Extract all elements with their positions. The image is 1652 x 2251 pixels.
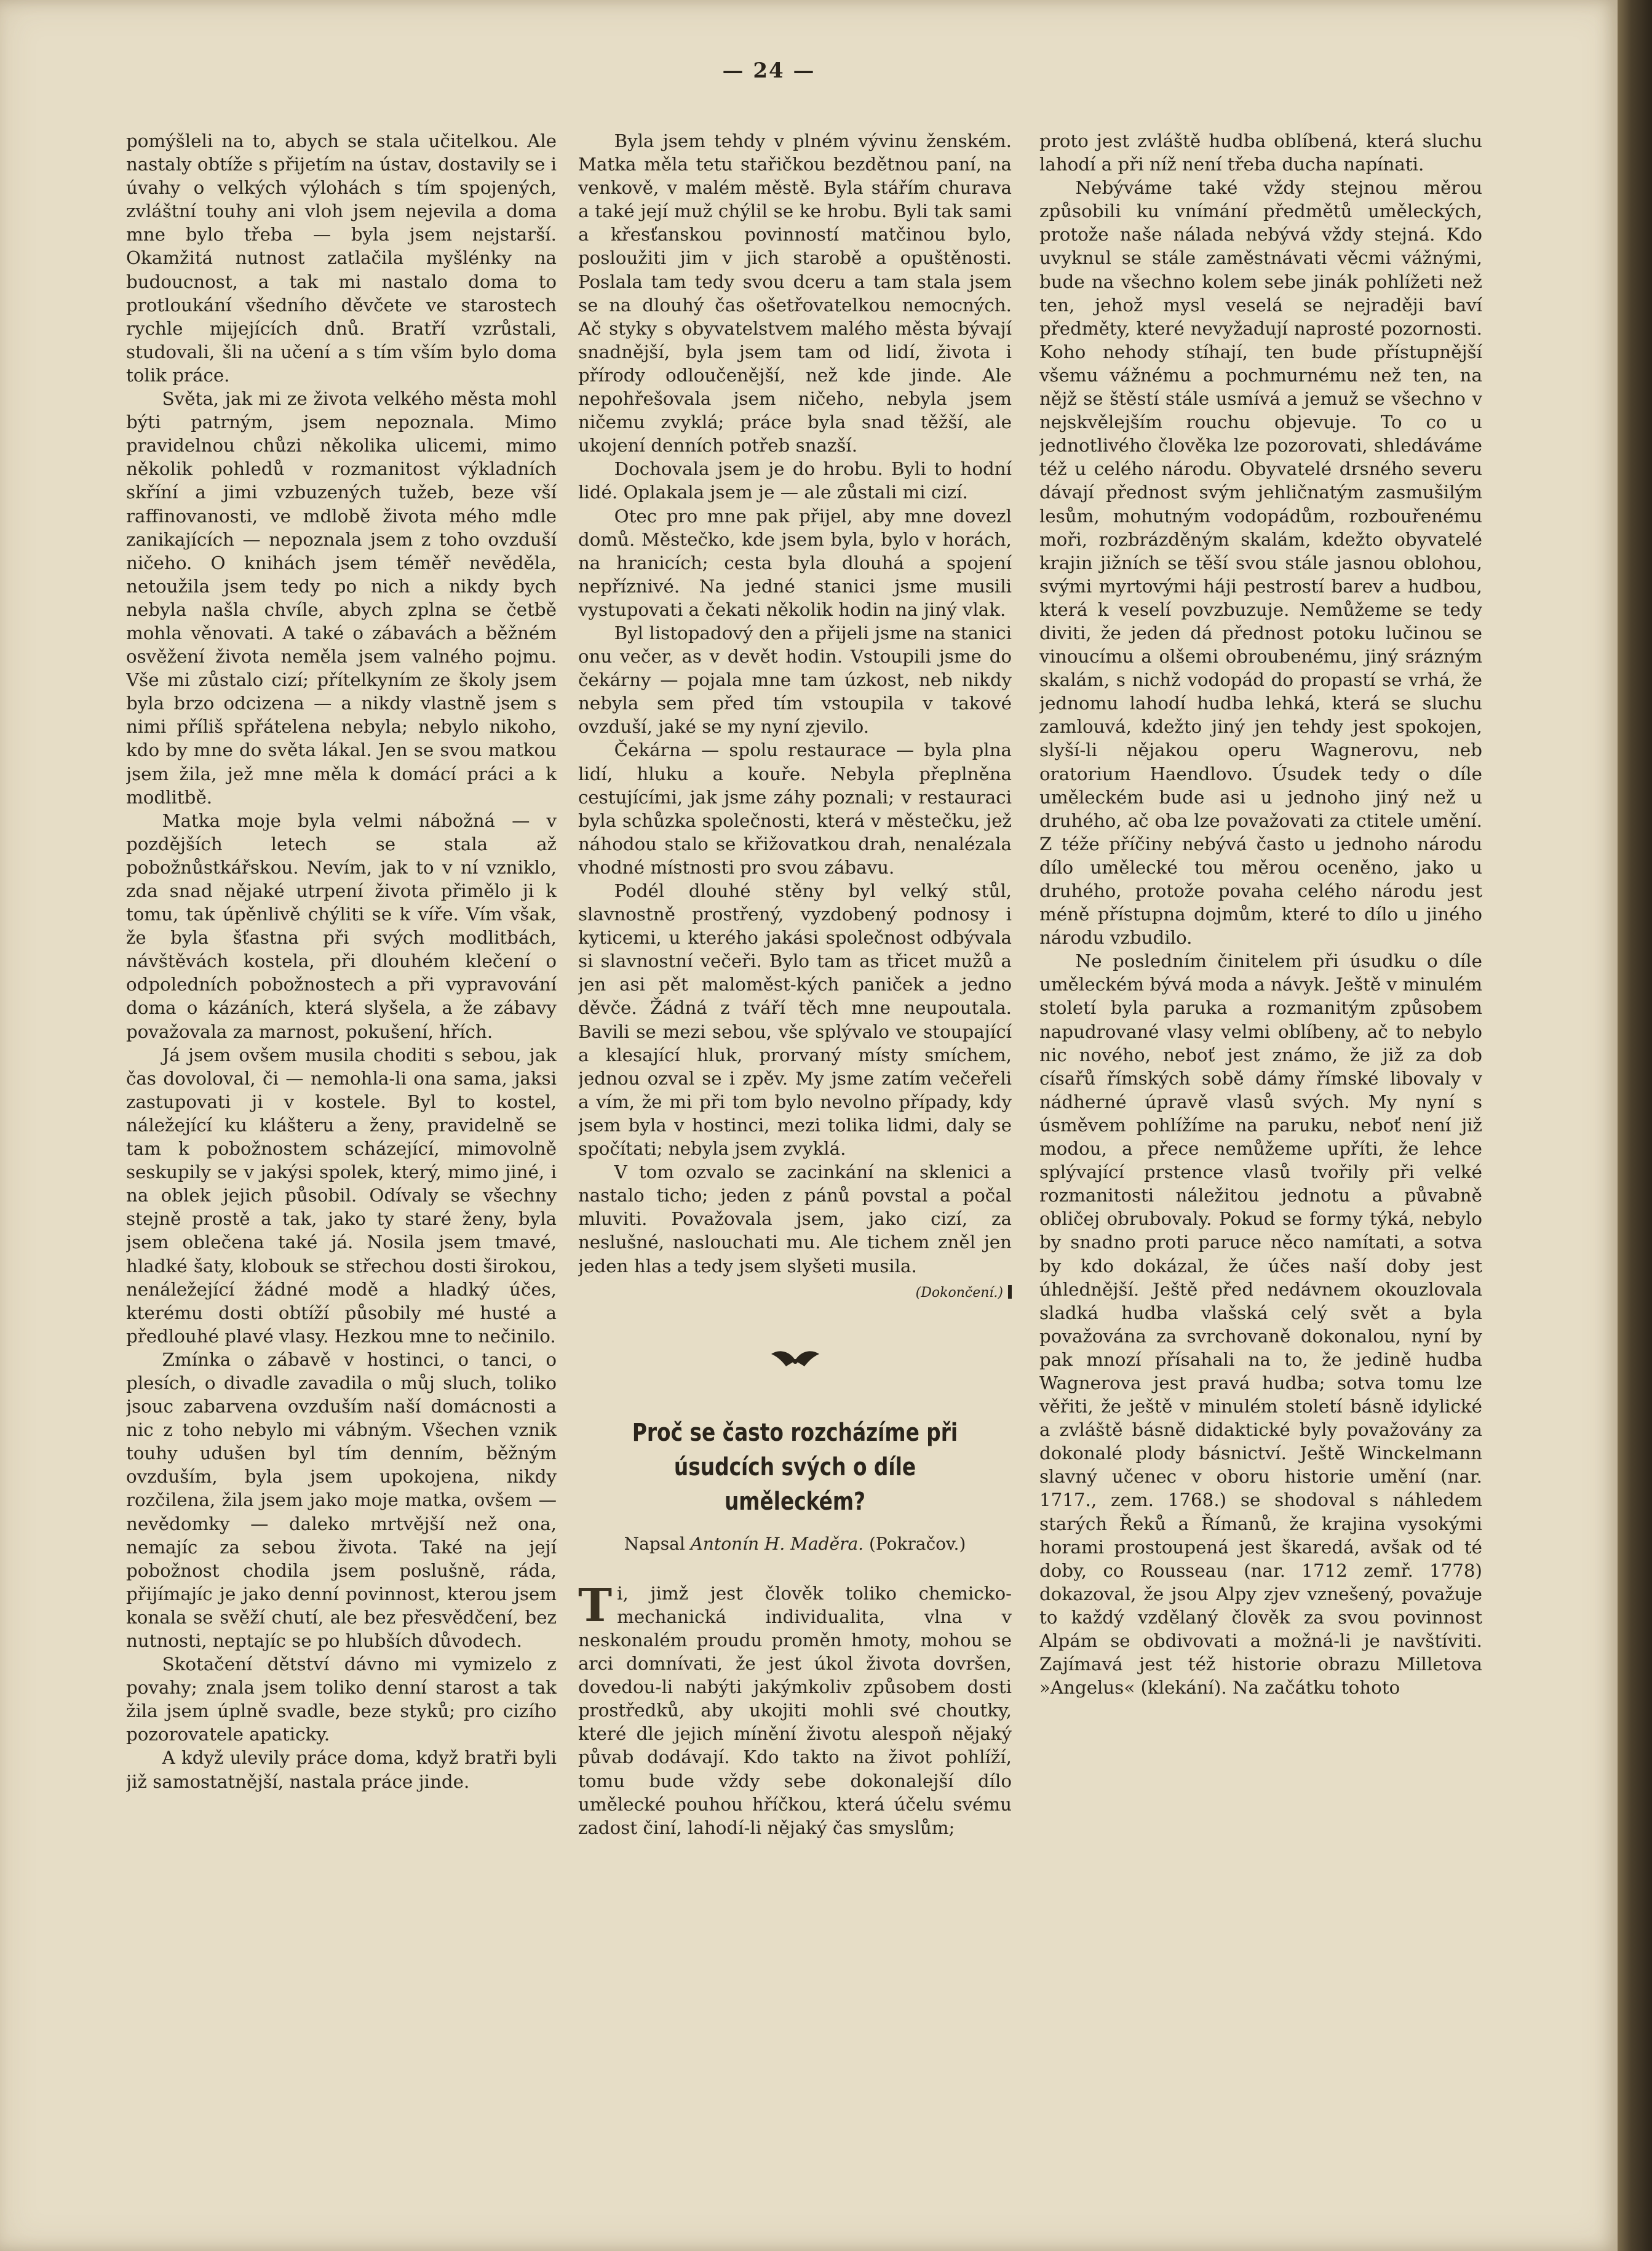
paragraph: Byla jsem tehdy v plném vývinu ženském. Matka měla tetu stařičkou bezdětnou paní, na venkově, v malém městě. Byla stářím churava a také její muž chýlil se ke hrobu. Byli tak sami a křesťanskou povinností matčinou bylo, posloužiti jim v jich starobě a opuštěnosti. Poslala tam tedy svou dceru a tam stala jsem se na dlouhý čas ošetřovatelkou nemocných. Ač styky s obyvatelstvem malého města bývají snadnější, byla jsem tam od lidí, života i přírody odloučenější, než kde jinde. Ale nepohřešovala jsem ničeho, nebyla jsem ničemu zvyklá; práce byla snad těžší, ale ukojení denních potřeb snazší. [578,130,1012,456]
paragraph: Já jsem ovšem musila choditi s sebou, jak čas dovoloval, či — nemohla-li ona sama, jaksi zastupovati ji v kostele. Byl to kostel, náležející ku klášteru a ženy, pravidelně se tam k pobožnostem scházející, mimovolně seskupily se v jakýsi spolek, který, mimo jiné, i na oblek jejich působil. Odívaly se všechny stejně prostě a tak, jako ty staré ženy, byla jsem oblečena také já. Nosila jsem tmavé, hladké šaty, klobouk se střechou dosti širokou, nenáležející žádné modě a hladký účes, kterému dosti obtíží působily mé husté a předlouhé plavé vlasy. Hezkou mne to nečinilo. [126,1044,557,1347]
book-spine [1618,0,1652,2251]
paragraph: proto jest zvláště hudba oblíbená, která sluchu lahodí a při níž není třeba ducha napínati. [1039,130,1482,175]
article-body [578,1579,1012,1839]
byline-author: Antonín H. Maděra. [690,1533,864,1554]
paragraph: i, jimž jest člověk toliko chemicko-mechanická individualita, vlna v neskonalém proudu proměn hmoty, mohou se arci domnívati, že jest úkol života dovršen, dovedou-li nabýti jakýmkoliv způsobem dosti prostředků, aby ukojiti mohli své choutky, které dle jejich mínění životu alespoň nějaký půvab dodávají. Kdo takto na život pohlíží, tomu bude vždy sebe dokonalejší dílo umělecké pouhou hříčkou, která účelu svému zadost činí, lahodí-li nějaký čas smyslům; [578,1582,1012,1838]
paragraph: Nebýváme také vždy stejnou měrou způsobili ku vnímání předmětů uměleckých, protože naše nálada nebývá vždy stejná. Kdo uvyknul se stále zaměstnávati věcmi vážnými, bude na všechno kolem sebe jinák pohlížeti než ten, jehož mysl veselá se nejraději baví předměty, které nevyžadují naprosté pozornosti. Koho nehody stíhají, ten bude přístupnější všemu vážnému a pochmurnému než ten, na nějž se štěstí stále usmívá a jemuž se všechno v nejskvělejším rouchu objevuje. To co u jednotlivého člověka lze pozorovati, shledáváme též u celého národu. Obyvatelé drsného severu dávají přednost svým jehličnatým zasmušilým lesům, mohutným vodopádům, rozbouřenému moři, rozbrázděným skalám, kdežto obyvatelé krajin jižních se těší svou stále jasnou oblohou, svými myrtovými háji pestrostí barev a hudbou, která k veselí povzbuzuje. Nemůžeme se tedy diviti, že jeden dá přednost potoku lučinou se vinoucímu a olšemi obroubenému, jiný srázným skalám, s nichž vodopád do propastí se vrhá, že jednomu lahodí hudba lehká, která se sluchu zamlouvá, kdežto jiný jen tehdy jest spokojen, slyší-li nějakou operu Wagnerovu, neb oratorium Haendlovo. Úsudek tedy o díle uměleckém bude asi u jednoho jiný než u druhého, ač oba lze považovati za ctitele umění. Z téže příčiny nebývá často u jednoho národu dílo umělecké tou měrou oceněno, jako u druhého, protože povaha celého národu jest méně přístupna dojmům, které to dílo u jiného národu vzbudilo. [1039,177,1482,949]
paragraph: Světa, jak mi ze života velkého města mohl býti patrným, jsem nepoznala. Mimo pravidelnou chůzi několika ulicemi, mimo několik pohledů v rozmanitost výkladních skříní a jimi vzbuzených tužeb, beze vší raffinovanosti, ve mdlobě života mého mdle zanikajících — nepoznala jsem z toho ovzduší ničeho. O knihách jsem téměř nevěděla, netoužila jsem tedy po nich a nikdy bych nebyla našla chvíle, abych zplna se četbě mohla věnovati. A také o zábavách a běžném osvěžení života neměla jsem valného pojmu. Vše mi zůstalo cizí; přítelkyním ze školy jsem byla brzo odcizena — a nikdy vlastně jsem s nimi příliš spřátelena nebyla; nebylo nikoho, kdo by mne do světa lákal. Jen se svou matkou jsem žila, jež mne měla k domácí práci a k modlitbě. [126,388,557,808]
paragraph: Byl listopadový den a přijeli jsme na stanici onu večer, as v devět hodin. Vstoupili jsme do čekárny — pojala mne tam úzkost, neb nikdy nebyla sem před tím vstoupila v takové ovzduší, jaké se my nyní zjevilo. [578,622,1012,738]
paragraph: Ne posledním činitelem při úsudku o díle uměleckém bývá moda a návyk. Ještě v minulém století byla paruka a rozmanitým způsobem napudrované vlasy velmi oblíbeny, ač to nebylo nic nového, neboť jest známo, že již za dob císařů římských sobě dámy římské libovaly v nádherné úpravě vlasů svých. My nyní s úsměvem pohlížíme na paruku, neboť není již modou, a přece nemůžeme upříti, že lehce splývající prstence vlasů tvořily při velké rozmanitosti náležitou jednotu a půvabně obličej obrubovaly. Pokud se formy týká, nebylo by snadno proti paruce něco namítati, a sotva by kdo dokázal, že účes naší doby jest úhlednější. Ještě před nedávnem okouzlovala sladká hudba vlašská celý svět a byla považována za svrchovaně dokonalou, nyní by pak mnozí přísahali na to, že jedině hudba Wagnerova jest pravá hudba; sotva tomu lze věřiti, že ještě v minulém století básně idylické a zvláště básně didaktické byly považovány za dokonalé plody básnictví. Ještě Winckelmann slavný učenec v oboru historie umění (nar. 1717., zem. 1768.) se shodoval s náhledem starých Řeků a Římanů, že krajina vysokými horami prostoupená jest škaredá, avšak od té doby, co Rousseau (nar. 1712 zemř. 1778) dokazoval, že jsou Alpy zjev vznešený, považuje to každý vzdělaný člověk za svou povinnost Alpám se obdivovati a možná-li je navštíviti. Zajímavá jest též historie obrazu Milletova »Angelus« (klekání). Na začátku tohoto [1039,950,1482,1699]
article-title: Proč se často rozcházíme při úsudcích svých o díle uměleckém? [632,1418,958,1516]
column-middle [578,129,1012,2209]
paragraph: Čekárna — spolu restaurace — byla plna lidí, hluku a kouře. Nebyla přeplněna cestujícími, jak jsme záhy poznali; v restauraci byla schůzka společnosti, která v městečku, jež náhodou stalo se křižovatkou drah, nenalézala vhodné místnosti pro svou zábavu. [578,739,1012,878]
page-number: — 24 — [722,58,816,83]
column-right [1039,129,1482,2209]
continued-note [578,1281,1012,1305]
byline-prefix: Napsal [624,1533,685,1554]
paragraph: A když ulevily práce doma, když bratři byli již samostatnější, nastala práce jinde. [126,1747,557,1792]
paragraph: V tom ozvalo se zacinkání na sklenici a nastalo ticho; jeden z pánů povstal a počal mluviti. Považovala jsem, jako cizí, za neslušné, naslouchati mu. Ale tichem zněl jen jeden hlas a tedy jsem slyšeti musila. [578,1161,1012,1277]
ornament-icon [578,1348,1012,1373]
drop-cap: T [578,1579,613,1632]
column-left [126,129,557,2209]
paragraph: Matka moje byla velmi nábožná — v pozdějších letech se stala až pobožnůstkářskou. Nevím, jak to v ní vzniklo, zda snad nějaké utrpení života přimělo ji k tomu, tak úpěnlivě chýliti se k víře. Vím však, že byla šťastna při svých modlitbách, návštěvách kostela, při dlouhém klečení o odpoledních pobožnostech a při vypravování doma o kázáních, která slyšela, a že zábavy považovala za marnost, pokušení, hřích. [126,810,557,1042]
end-mark [1008,1285,1012,1299]
paragraph: Otec pro mne pak přijel, aby mne dovezl domů. Městečko, kde jsem byla, bylo v horách, na hranicích; cesta byla dlouhá a spojení nepříznivé. Na jedné stanici jsme musili vystupovati a čekati několik hodin na jiný vlak. [578,505,1012,620]
paragraph: pomýšleli na to, abych se stala učitelkou. Ale nastaly obtíže s přijetím na ústav, dostavily se i úvahy o velkých výlohách s tím spojených, zvláštní touhy ani vloh jsem nejevila a doma mne bylo třeba — byla jsem nejstarší. Okamžitá nutnost zatlačila myšlénky na budoucnost, a tak mi nastalo doma to protloukání všedního děvčete ve starostech rychle mijejících dnů. Bratří vzrůstali, studovali, šli na učení a s tím vším bylo doma tolik práce. [126,130,557,386]
continued-label: (Dokončení.) [915,1285,1003,1301]
paragraph: Zmínka o zábavě v hostinci, o tanci, o plesích, o divadle zavadila o můj sluch, toliko jsouc zabarvena ovzduším naší domácnosti a nic z toho nebylo mi vábným. Všechen vznik touhy udušen byl tím denním, běžným ovzduším, byla jsem upokojena, nikdy rozčilena, žila jsem jako moje matka, ovšem — nevědomky — daleko mrtvější než ona, nemajíc za sebou života. Také na její pobožnost chodila jsem poslušně, ráda, přijímajíc je jako denní povinnost, kterou jsem konala se svěží chutí, ale bez přesvědčení, bez nutnosti, neptajíc se po hlubších důvodech. [126,1349,557,1651]
paragraph: Skotačení dětství dávno mi vymizelo z povahy; znala jsem toliko denní starost a tak žila jsem úplně svadle, beze styků; pro cizího pozorovatele apaticky. [126,1654,557,1745]
article-byline [578,1532,1012,1556]
paragraph: Dochovala jsem je do hrobu. Byli to hodní lidé. Oplakala jsem je — ale zůstali mi cizí. [578,458,1012,503]
byline-suffix: (Pokračov.) [868,1533,966,1554]
paragraph: Podél dlouhé stěny byl velký stůl, slavnostně prostřený, vyzdobený podnosy i kyticemi, u kterého jakási společnost odbývala si slavnostní večeři. Bylo tam as třicet mužů a jen asi pět maloměst-kých paniček a jedno děvče. Žádná z tváří těch mne neupoutala. Bavili se mezi sebou, vše splývalo ve stoupající a klesající hluk, prorvaný místy smíchem, jednou ozval se i zpěv. My jsme zatím večeřeli a vím, že mi při tom bylo nevolno případy, kdy jsem byla v hostinci, mezi tolika lidmi, daly se spočítati; nebyla jsem zvyklá. [578,880,1012,1160]
